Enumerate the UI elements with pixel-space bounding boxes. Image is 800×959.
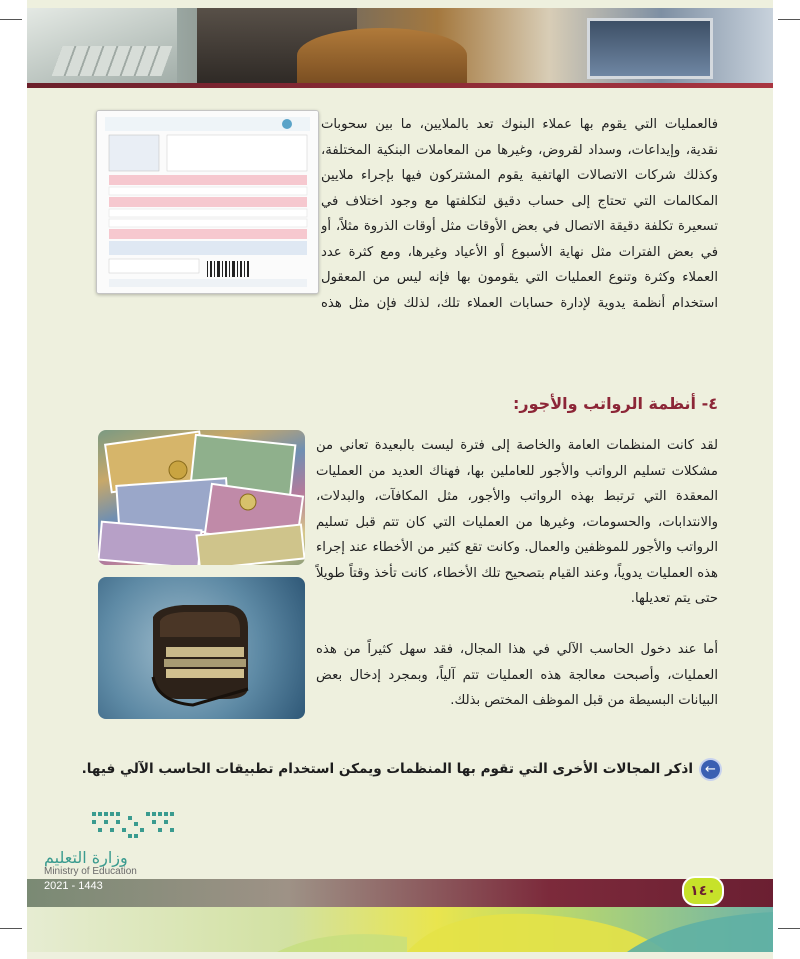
header-stripe (27, 83, 773, 88)
question-text: اذكر المجالات الأخرى التي تقوم بها المنظمات ويمكن استخدام تطبيقات الحاسب الآلي فيها. (81, 761, 693, 777)
payroll-paragraph: لقد كانت المنظمات العامة والخاصة إلى فترة ليست بالبعيدة تعاني من مشكلات تسليم الرواتب والأجور للعاملين بها، فهناك العديد من العمليات المعقدة التي ترتبط بهذه الرواتب والأجور، مثل المكافآت، والبدلات، والانتدابات، والحسومات، وغيرها من العمليات التي كان تتم قبل تسليم الرواتب والأجور للموظفين والعمال. وكانت تقع كثير من الأخطاء عند إجراء هذه العمليات يدوياً، وعند القيام بتصحيح تلك الأخطاء، كانت تأخذ وقتاً طويلاً حتى يتم تعديلها. (316, 438, 718, 606)
banking-paragraph-continued (96, 312, 718, 364)
computer-paragraph: أما عند دخول الحاسب الآلي في هذا المجال، فقد سهل كثيراً من هذه العمليات، وأصبحت معالجة هذه العمليات تتم آلياً، وبمجرد إدخال بعض البيانات البسيطة من قبل الموظف المختص بذلك. (316, 642, 718, 708)
page-number: ١٤٠ (682, 876, 724, 906)
crop-mark (778, 19, 800, 20)
wallet-illustration (98, 577, 305, 719)
phone-bill-illustration (97, 111, 318, 293)
keys-shape (52, 46, 173, 76)
banknotes-illustration (98, 430, 305, 565)
monitor-shape (587, 18, 713, 79)
crop-mark (0, 19, 22, 20)
ministry-name-arabic: وزارة التعليم (44, 848, 128, 867)
wallet-image (98, 577, 305, 719)
footer-band (27, 879, 773, 907)
phone-bill-image (96, 110, 319, 294)
banking-paragraph-top: فالعمليات التي يقوم بها عملاء البنوك تعد بالملايين، ما بين سحوبات نقدية، وإيداعات، وسداد لقروض، وغيرها من المعاملات البنكية المختلفة، وكذلك شركات الاتصالات الهاتفية يقوم المشتركون فيها بإجراء ملايين المكالمات التي تحتاج إلى حساب دقيق لتكلفتها مع وجود اختلاف في تسعيرة تكلفة دقيقة الاتصال في بعض الأوقات مثل أوقات الذروة مثلاً، أو في بعض الفترات مثل نهاية الأسبوع أو الأعياد وغيرها، ومع كثرة عدد العملاء وكثرة وتنوع العمليات التي يقومون بها فإنه ليس من المعقول استخدام أنظمة يدوية لإدارة حسابات العملاء تلك، لذلك فإن مثل هذه (321, 117, 718, 311)
footer-artwork (27, 907, 773, 952)
crop-mark (778, 928, 800, 929)
saudi-banknotes-image (98, 430, 305, 565)
section-heading: ٤- أنظمة الرواتب والأجور: (513, 394, 718, 413)
footer-swirl (27, 907, 773, 952)
crop-mark (0, 928, 22, 929)
question-row (82, 757, 720, 781)
edition-year: 2021 - 1443 (44, 880, 103, 892)
ministry-name-english: Ministry of Education (44, 866, 137, 877)
table-shape (297, 28, 467, 83)
header-photo (27, 8, 773, 83)
arrow-left-circle-icon: ← (701, 760, 720, 779)
ministry-logo-dots (88, 806, 180, 842)
